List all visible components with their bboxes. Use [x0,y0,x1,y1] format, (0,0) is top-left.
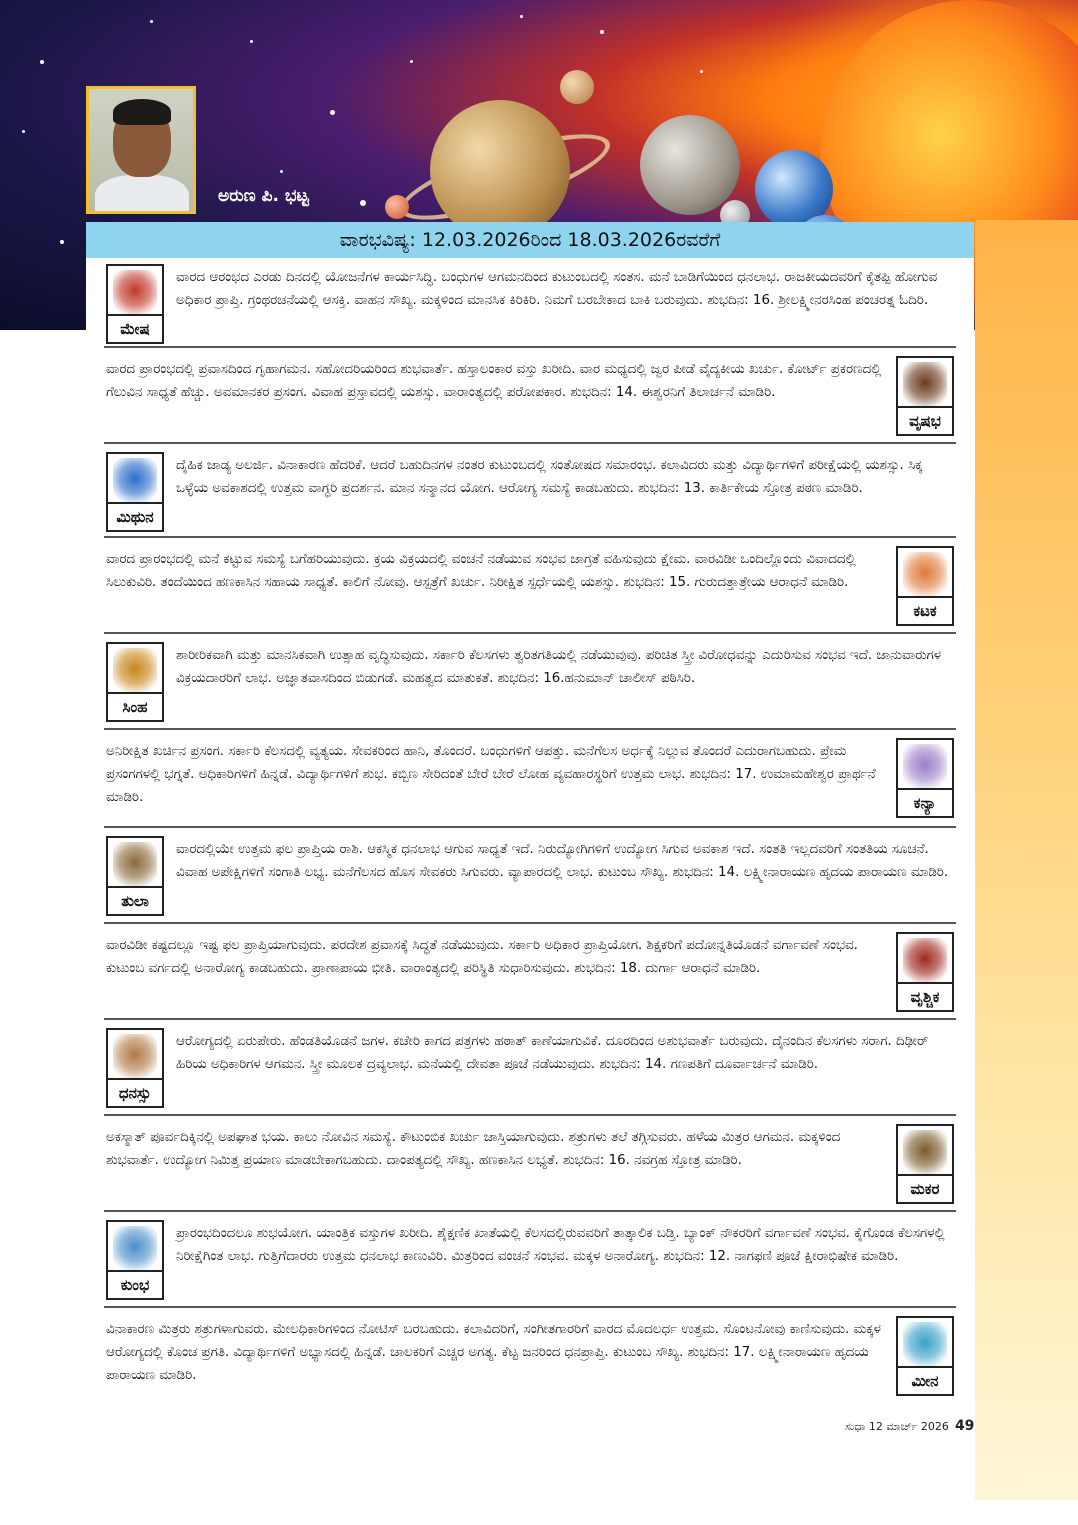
saturn-image [430,100,570,240]
star [700,70,703,73]
sign-badge-makara [896,1124,954,1204]
maiden-icon [903,744,947,790]
sign-label: ತುಲಾ [108,886,162,914]
sign-badge-mesha [106,264,164,344]
star [410,60,413,63]
horoscope-entry-mesha [104,258,956,348]
sign-badge-vrishchika [896,932,954,1012]
horoscope-text: ವಿನಾಕಾರಣ ಮಿತ್ರರು ಶತ್ರುಗಳಾಗುವರು. ಮೇಲಧಿಕಾರಿಗಳಿಂದ ನೋಟಿಸ್ ಬರಬಹುದು. ಕಲಾವಿದರಿಗೆ, ಸಂಗೀತಗಾರರಿಗೆ ವಾರದ ಮೊದಲರ್ಧ ಉತ್ತಮ. ಸೊಂಟನೋವು ಕಾಣಿಸುವುದು. ಮಕ್ಕಳ ಆರೋಗ್ಯದಲ್ಲಿ ಕೊಂಚ ಪ್ರಗತಿ. ವಿದ್ಯಾರ್ಥಿಗಳಿಗೆ ಅಭ್ಯಾಸದಲ್ಲಿ ಹಿನ್ನಡೆ. ಚಾಲಕರಿಗೆ ಎಚ್ಚರ ಅಗತ್ಯ. ಕೆಟ್ಟ ಜನರಿಂದ ಧನಪ್ರಾಪ್ತಿ. ಕುಟುಂಬ ಸೌಖ್ಯ. ಶುಭದಿನ: 17. ಲಕ್ಷ್ಮೀನಾರಾಯಣ ಹೃದಯ ಪಾರಾಯಣ ಮಾಡಿರಿ. [106,1322,881,1383]
sign-badge-mithuna [106,452,164,532]
fish-icon [903,1322,947,1368]
horoscope-entry-mithuna [104,446,956,538]
water-bearer-icon [113,1226,157,1272]
sign-label: ವೃಶ್ಚಿಕ [898,982,952,1010]
horoscope-text: ವಾರದಲ್ಲಿಯೇ ಉತ್ತಮ ಫಲ ಪ್ರಾಪ್ತಿಯ ರಾಶಿ. ಆಕಸ್ಮಿಕ ಧನಲಾಭ ಆಗುವ ಸಾಧ್ಯತೆ ಇದೆ. ನಿರುದ್ಯೋಗಿಗಳಿಗೆ ಉದ್ಯೋಗ ಸಿಗುವ ಅವಕಾಶ ಇದೆ. ಸಂತತಿ ಇಲ್ಲದವರಿಗೆ ಸಂತತಿಯ ಸೂಚನೆ. ವಿವಾಹ ಅಪೇಕ್ಷಿಗಳಿಗೆ ಸಂಗಾತಿ ಲಭ್ಯ. ಮನೆಗೆಲಸದ ಹೊಸ ಸೇವಕರು ಸಿಗುವರು. ವ್ಯಾಪಾರದಲ್ಲಿ ಲಾಭ. ಕುಟುಂಬ ಸೌಖ್ಯ. ಶುಭದಿನ: 14. ಲಕ್ಷ್ಮೀನಾರಾಯಣ ಹೃದಯ ಪಾರಾಯಣ ಮಾಡಿರಿ. [176,842,949,880]
star [600,30,604,34]
star [40,60,44,64]
star [150,20,153,23]
sign-badge-tula [106,836,164,916]
page-title-text: ವಾರಭವಿಷ್ಯ: 12.03.2026ರಿಂದ 18.03.2026ರವರೆಗೆ [339,229,721,251]
sign-badge-kumbha [106,1220,164,1300]
planet-image [640,115,740,215]
horoscope-entry-tula [104,830,956,924]
horoscope-text: ಶಾರೀರಿಕವಾಗಿ ಮತ್ತು ಮಾನಸಿಕವಾಗಿ ಉತ್ಸಾಹ ವೃದ್ಧಿಸುವುದು. ಸರ್ಕಾರಿ ಕೆಲಸಗಳು ತ್ವರಿತಗತಿಯಲ್ಲಿ ನಡೆಯುವುವು. ಪರಿಚಿತ ಸ್ತ್ರೀ ವಿರೋಧವನ್ನು ಎದುರಿಸುವ ಸಂಭವ ಇದೆ. ಜಾನುವಾರುಗಳ ವಿಕ್ರಯದಾರರಿಗೆ ಲಾಭ. ಅಜ್ಞಾತವಾಸದಿಂದ ಬಿಡುಗಡೆ. ಮಹತ್ವದ ಮಾತುಕತೆ. ಶುಭದಿನ: 16.ಹನುಮಾನ್ ಚಾಲೀಸ್ ಪಠಿಸಿರಿ. [176,648,942,686]
star [250,40,253,43]
horoscope-text: ಅಕಸ್ಮಾತ್ ಪೂರ್ವದಿಕ್ಕಿನಲ್ಲಿ ಅಪಘಾತ ಭಯ. ಕಾಲು ನೋವಿನ ಸಮಸ್ಯೆ. ಕೌಟುಂಬಿಕ ಖರ್ಚು ಜಾಸ್ತಿಯಾಗುವುದು. ಶತ್ರುಗಳು ತಲೆ ತಗ್ಗಿಸುವರು. ಹಳೆಯ ಮಿತ್ರರ ಆಗಮನ. ಮಕ್ಕಳಿಂದ ಶುಭವಾರ್ತೆ. ಉದ್ಯೋಗ ನಿಮಿತ್ತ ಪ್ರಯಾಣ ಮಾಡಬೇಕಾಗಬಹುದು. ದಾಂಪತ್ಯದಲ್ಲಿ ಸೌಖ್ಯ. ಹಣಕಾಸಿನ ಲಭ್ಯತೆ. ಶುಭದಿನ: 16. ನವಗ್ರಹ ಸ್ತೋತ್ರ ಮಾಡಿರಿ. [106,1130,841,1168]
star [520,15,523,18]
planet-image [385,195,409,219]
sign-badge-dhanassu [106,1028,164,1108]
star [330,110,335,115]
sign-label: ವೃಷಭ [898,406,952,434]
horoscope-list [86,258,974,1404]
sign-badge-meena [896,1316,954,1396]
crab-icon [903,552,947,598]
sign-label: ಮಕರ [898,1174,952,1202]
horoscope-entry-kataka [104,540,956,634]
horoscope-entry-simha [104,636,956,730]
star [280,170,283,173]
horoscope-entry-meena [104,1310,956,1402]
horoscope-entry-vrishchika [104,926,956,1020]
horoscope-text: ದೈಹಿಕ ಜಾಡ್ಯ ಅಲರ್ಜಿ. ವಿನಾಕಾರಣ ಹೆದರಿಕೆ. ಆದರೆ ಬಹುದಿನಗಳ ನಂತರ ಕುಟುಂಬದಲ್ಲಿ ಸಂತೋಷದ ಸಮಾರಂಭ. ಕಲಾವಿದರು ಮತ್ತು ವಿದ್ಯಾರ್ಥಿಗಳಿಗೆ ಪರೀಕ್ಷೆಯಲ್ಲಿ ಯಶಸ್ಸು. ಸಿಕ್ಕ ಒಳ್ಳೆಯ ಅವಕಾಶದಲ್ಲಿ ಉತ್ತಮ ವಾಗ್ಧರಿ ಪ್ರದರ್ಶನ. ಮಾನ ಸನ್ಮಾನದ ಯೋಗ. ಆರೋಗ್ಯ ಸಮಸ್ಯೆ ಕಾಡಬಹುದು. ಶುಭದಿನ: 13. ಕಾರ್ತಿಕೇಯ ಸ್ತೋತ್ರ ಪಠಣ ಮಾಡಿರಿ. [176,458,923,496]
sign-badge-kataka [896,546,954,626]
page-title [86,222,974,258]
scales-icon [113,842,157,888]
planet-image [560,70,594,104]
horoscope-entry-makara [104,1118,956,1212]
sign-badge-kanya [896,738,954,818]
twins-icon [113,458,157,504]
horoscope-text: ಪ್ರಾರಂಭದಿಂದಲೂ ಶುಭಯೋಗ. ಯಾಂತ್ರಿಕ ವಸ್ತುಗಳ ಖರೀದಿ. ಶೈಕ್ಷಣಿಕ ಖಾತೆಯಲ್ಲಿ ಕೆಲಸದಲ್ಲಿರುವವರಿಗೆ ತಾತ್ಕಾಲಿಕ ಬಡ್ತಿ. ಬ್ಯಾಂಕ್ ನೌಕರರಿಗೆ ವರ್ಗಾವಣೆ ಸಂಭವ. ಕೈಗೊಂಡ ಕೆಲಸಗಳಲ್ಲಿ ನಿರೀಕ್ಷೆಗಿಂತ ಲಾಭ. ಗುತ್ತಿಗೆದಾರರು ಉತ್ತಮ ಧನಲಾಭ ಕಾಣುವಿರಿ. ಮಿತ್ರರಿಂದ ವಂಚನೆ ಸಂಭವ. ಮಕ್ಕಳ ಅನಾರೋಗ್ಯ. ಶುಭದಿನ: 12. ನಾಗಫಣಿ ಪೂಜೆ ಕ್ಷೀರಾಭಿಷೇಕ ಮಾಡಿರಿ. [176,1226,945,1264]
horoscope-entry-dhanassu [104,1022,956,1116]
horoscope-text: ವಾರದ ಪ್ರಾರಂಭದಲ್ಲಿ ಮನೆ ಕಟ್ಟುವ ಸಮಸ್ಯೆ ಬಗೆಹರಿಯುವುದು. ಕ್ರಯ ವಿಕ್ರಯದಲ್ಲಿ ವಂಚನೆ ನಡೆಯುವ ಸಂಭವ ಜಾಗ್ರತೆ ವಹಿಸುವುದು ಕ್ಷೇಮ. ವಾರವಿಡೀ ಒಂದಿಲ್ಲೊಂದು ವಿವಾದದಲ್ಲಿ ಸಿಲುಕುವಿರಿ. ತಂದೆಯಿಂದ ಹಣಕಾಸಿನ ಸಹಾಯ ಸಾಧ್ಯತೆ. ಕಾಲಿಗೆ ನೋವು. ಆಸ್ಪತ್ರೆಗೆ ಖರ್ಚು. ನಿರೀಕ್ಷಿತ ಸ್ಪರ್ಧೆಯಲ್ಲಿ ಯಶಸ್ಸು. ಶುಭದಿನ: 15. ಗುರುದತ್ತಾತ್ರೇಯ ಆರಾಧನೆ ಮಾಡಿರಿ. [106,552,856,590]
ram-icon [113,270,157,316]
horoscope-text: ವಾರದ ಆರಂಭದ ಎರಡು ದಿನದಲ್ಲಿ ಯೋಜನೆಗಳ ಕಾರ್ಯಸಿದ್ಧಿ. ಬಂಧುಗಳ ಆಗಮನದಿಂದ ಕುಟುಂಬದಲ್ಲಿ ಸಂತಸ. ಮನೆ ಬಾಡಿಗೆಯಿಂದ ಧನಲಾಭ. ರಾಜಕೀಯದವರಿಗೆ ಕೈತಪ್ಪಿ ಹೋಗುವ ಅಧಿಕಾರ ಪ್ರಾಪ್ತಿ. ಗ್ರಂಥರಚನೆಯಲ್ಲಿ ಆಸಕ್ತಿ. ವಾಹನ ಸೌಖ್ಯ. ಮಕ್ಕಳಿಂದ ಮಾನಸಿಕ ಕಿರಿಕಿರಿ. ನಿಮಗೆ ಬರಬೇಕಾದ ಬಾಕಿ ಬರುವುದು. ಶುಭದಿನ: 16. ಶ್ರೀಲಕ್ಷ್ಮೀನರಸಿಂಹ ಪಂಚರತ್ನ ಓದಿರಿ. [176,270,938,308]
star [360,200,366,206]
author-name: ಅರುಣ ಪಿ. ಭಟ್ಟ [218,186,309,206]
sign-label: ಕಟಕ [898,596,952,624]
horoscope-text: ವಾರವಿಡೀ ಕಷ್ಟದಲ್ಲೂ ಇಷ್ಟ ಫಲ ಪ್ರಾಪ್ತಿಯಾಗುವುದು. ಪರದೇಶ ಪ್ರವಾಸಕ್ಕೆ ಸಿದ್ಧತೆ ನಡೆಯುವುದು. ಸರ್ಕಾರಿ ಅಧಿಕಾರ ಪ್ರಾಪ್ತಿಯೋಗ. ಶಿಕ್ಷಕರಿಗೆ ಪದೋನ್ನತಿಯೊಡನೆ ವರ್ಗಾವಣೆ ಸಂಭವ. ಕುಟುಂಬ ವರ್ಗದಲ್ಲಿ ಅನಾರೋಗ್ಯ ಕಾಡಬಹುದು. ಪ್ರಾಣಾಪಾಯ ಭೀತಿ. ವಾರಾಂತ್ಯದಲ್ಲಿ ಪರಿಸ್ಥಿತಿ ಸುಧಾರಿಸುವುದು. ಶುಭದಿನ: 18. ದುರ್ಗಾ ಆರಾಧನೆ ಮಾಡಿರಿ. [106,938,858,976]
horoscope-entry-kumbha [104,1214,956,1308]
horoscope-text: ವಾರದ ಪ್ರಾರಂಭದಲ್ಲಿ ಪ್ರವಾಸದಿಂದ ಗೃಹಾಗಮನ. ಸಹೋದರಿಯರಿಂದ ಶುಭವಾರ್ತೆ. ಹಸ್ತಾಲಂಕಾರ ವಸ್ತು ಖರೀದಿ. ವಾರ ಮಧ್ಯದಲ್ಲಿ ಜ್ವರ ಪೀಡೆ ವೈದ್ಯಕೀಯ ಖರ್ಚು. ಕೋರ್ಟ್ ಪ್ರಕರಣದಲ್ಲಿ ಗೆಲುವಿನ ಸಾಧ್ಯತೆ ಹೆಚ್ಚು. ಅವಮಾನಕರ ಪ್ರಸಂಗ. ವಿವಾಹ ಪ್ರಸ್ತಾವದಲ್ಲಿ ಯಶಸ್ಸು. ವಾರಾಂತ್ಯದಲ್ಲಿ ಪರೋಪಕಾರ. ಶುಭದಿನ: 14. ಈಶ್ವರನಿಗೆ ತಿಲಾರ್ಚನೆ ಮಾಡಿರಿ. [106,362,882,400]
star [60,240,64,244]
author-photo [86,86,196,214]
archer-icon [113,1034,157,1080]
sign-badge-simha [106,642,164,722]
horoscope-text: ಆರೋಗ್ಯದಲ್ಲಿ ಏರುಪೇರು. ಹೆಂಡತಿಯೊಡನೆ ಜಗಳ. ಕಚೇರಿ ಕಾಗದ ಪತ್ರಗಳು ಹಠಾತ್ ಕಾಣೆಯಾಗುವಿಕೆ. ದೂರದಿಂದ ಅಶುಭವಾರ್ತೆ ಬರುವುದು. ದೈನಂದಿನ ಕೆಲಸಗಳು ಸರಾಗ. ದಿಢೀರ್ ಹಿರಿಯ ಅಧಿಕಾರಿಗಳ ಆಗಮನ. ಸ್ತ್ರೀ ಮೂಲಕ ದ್ರವ್ಯಲಾಭ. ಮನೆಯಲ್ಲಿ ದೇವತಾ ಪೂಜೆ ನಡೆಯುವುದು. ಶುಭದಿನ: 14. ಗಣಪತಿಗೆ ದೂರ್ವಾರ್ಚನೆ ಮಾಡಿರಿ. [176,1034,929,1072]
bull-icon [903,362,947,408]
horoscope-text: ಅನಿರೀಕ್ಷಿತ ಖರ್ಚಿನ ಪ್ರಸಂಗ. ಸರ್ಕಾರಿ ಕೆಲಸದಲ್ಲಿ ವ್ಯತ್ಯಯ. ಸೇವಕರಿಂದ ಹಾನಿ, ತೊಂದರೆ. ಬಂಧುಗಳಿಗೆ ಆಪತ್ತು. ಮನೆಗೆಲಸ ಅರ್ಧಕ್ಕೆ ನಿಲ್ಲುವ ತೊಂದರೆ ಎದುರಾಗಬಹುದು. ಪ್ರೇಮ ಪ್ರಸಂಗಗಳಲ್ಲಿ ಭಗ್ನತೆ. ಅಧಿಕಾರಿಗಳಿಗೆ ಹಿನ್ನಡೆ. ವಿದ್ಯಾರ್ಥಿಗಳಿಗೆ ಶುಭ. ಕಬ್ಬಿಣ ಸೇರಿದಂತೆ ಬೇರೆ ಬೇರೆ ಲೋಹ ವ್ಯವಹಾರಸ್ಥರಿಗೆ ಉತ್ತಮ ಲಾಭ. ಶುಭದಿನ: 17. ಉಮಾಮಹೇಶ್ವರ ಪ್ರಾರ್ಥನೆ ಮಾಡಿರಿ. [106,744,876,805]
sign-label: ಮೇಷ [108,314,162,342]
sign-label: ಕನ್ಯಾ [898,788,952,816]
scorpion-icon [903,938,947,984]
sign-label: ಮಿಥುನ [108,502,162,530]
page-footer [845,1418,974,1434]
sign-label: ಸಿಂಹ [108,692,162,720]
sign-label: ಧನಸ್ಸು [108,1078,162,1106]
horoscope-entry-vrishabha [104,350,956,444]
sign-label: ಮೀನ [898,1366,952,1394]
publication-info: ಸುಧಾ 12 ಮಾರ್ಚ್ 2026 [845,1420,949,1433]
horoscope-entry-kanya [104,732,956,828]
sign-label: ಕುಂಭ [108,1270,162,1298]
lion-icon [113,648,157,694]
page-number: 49 [954,1418,975,1434]
crocodile-icon [903,1130,947,1176]
sun-glow-background [975,220,1078,1500]
star [22,130,25,133]
sign-badge-vrishabha [896,356,954,436]
